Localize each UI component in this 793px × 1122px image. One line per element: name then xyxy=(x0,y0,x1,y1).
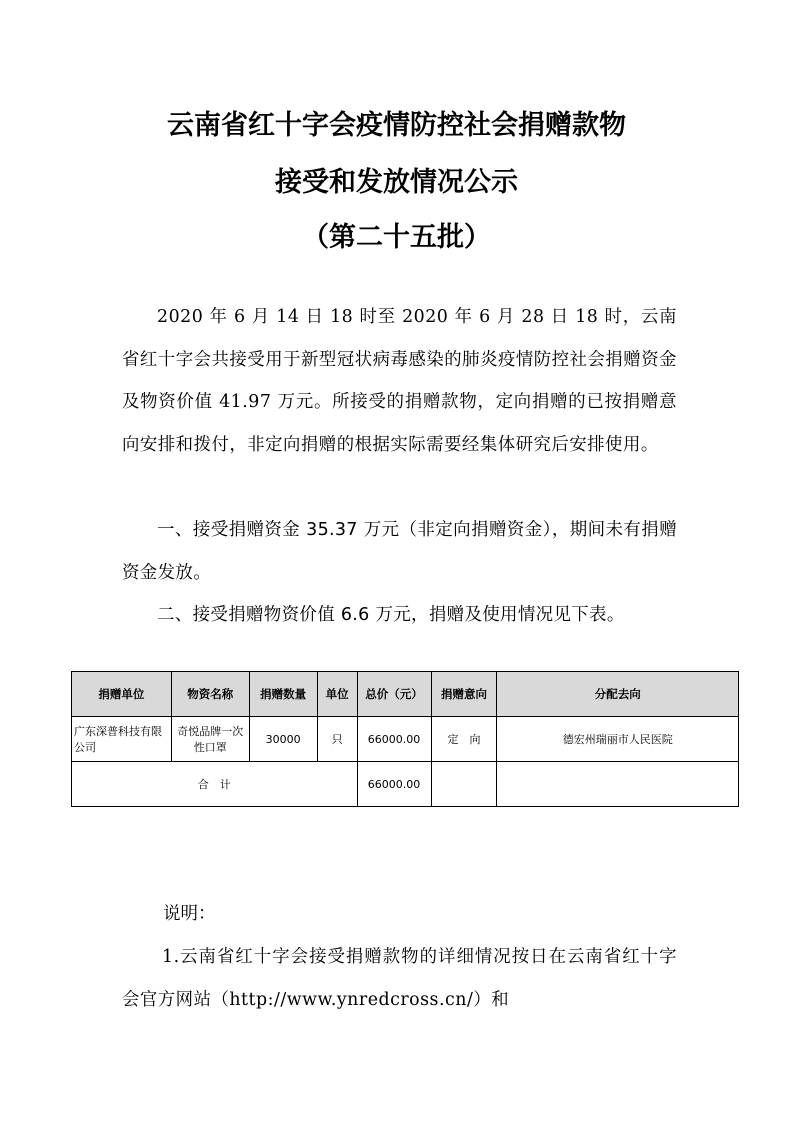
table-header-row xyxy=(72,672,739,717)
cell-total: 66000.00 xyxy=(357,717,431,762)
cell-quantity: 30000 xyxy=(249,717,317,762)
header-destination: 分配去向 xyxy=(497,672,739,717)
intro-paragraph: 2020 年 6 月 14 日 18 时至 2020 年 6 月 28 日 18 时，云南省红十字会共接受用于新型冠状病毒感染的肺炎疫情防控社会捐赠资金及物资价值 41.97 万元。所接受的捐赠款物，定向捐赠的已按捐赠意向安排和拨付，非定向捐赠的根据实际需要经集体研究后安排使用。 xyxy=(122,307,677,455)
total-empty-destination xyxy=(497,762,739,807)
cell-destination: 德宏州瑞丽市人民医院 xyxy=(497,717,739,762)
donation-table xyxy=(71,671,739,807)
total-value: 66000.00 xyxy=(357,762,431,807)
cell-item: 奇悦品牌一次性口罩 xyxy=(171,717,249,762)
total-label: 合 计 xyxy=(72,762,358,807)
notes-heading: 说明： xyxy=(163,904,216,924)
header-total: 总价（元） xyxy=(357,672,431,717)
cell-donor: 广东深普科技有限公司 xyxy=(72,717,172,762)
cell-intent: 定 向 xyxy=(431,717,497,762)
header-unit: 单位 xyxy=(317,672,357,717)
header-item: 物资名称 xyxy=(171,672,249,717)
title-line-1: 云南省红十字会疫情防控社会捐赠款物 xyxy=(167,110,626,141)
table-total-row xyxy=(72,762,739,807)
title-line-3: （第二十五批） xyxy=(302,222,491,253)
header-donor: 捐赠单位 xyxy=(72,672,172,717)
goods-paragraph: 二、接受捐赠物资价值 6.6 万元，捐赠及使用情况见下表。 xyxy=(157,605,625,625)
title-line-2: 接受和发放情况公示 xyxy=(275,167,518,198)
total-empty-intent xyxy=(431,762,497,807)
cell-unit: 只 xyxy=(317,717,357,762)
table-row xyxy=(72,717,739,762)
header-quantity: 捐赠数量 xyxy=(249,672,317,717)
funds-paragraph: 一、接受捐赠资金 35.37 万元（非定向捐赠资金），期间未有捐赠资金发放。 xyxy=(122,520,677,583)
header-intent: 捐赠意向 xyxy=(431,672,497,717)
notes-item-1: 1.云南省红十字会接受捐赠款物的详细情况按日在云南省红十字会官方网站（http://www.ynredcross.cn/）和 xyxy=(122,947,677,1010)
